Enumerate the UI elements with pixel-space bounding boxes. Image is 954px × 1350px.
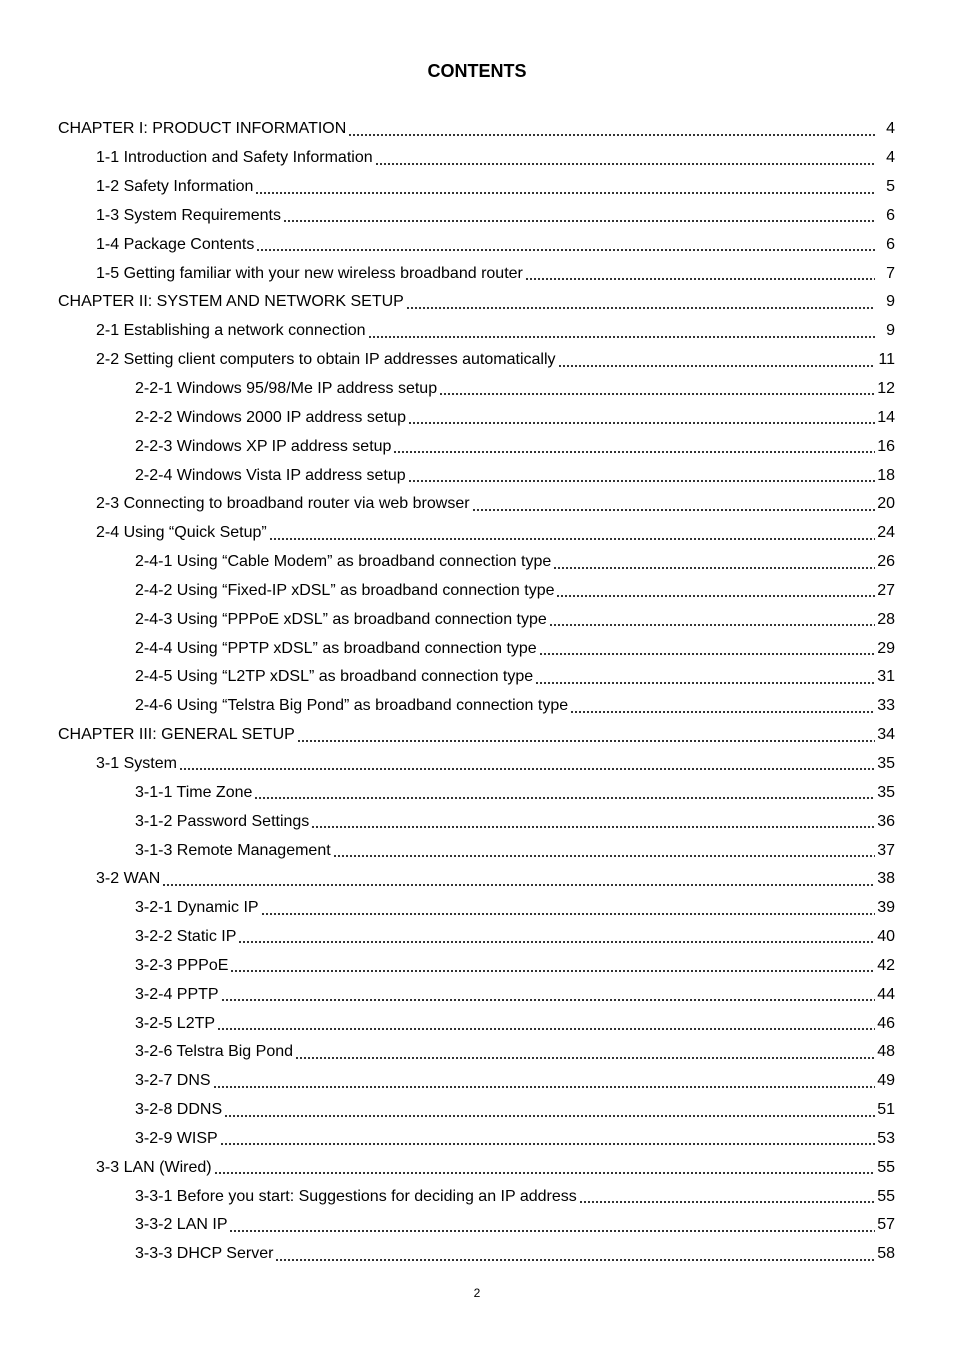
- toc-entry-page: 14: [877, 408, 895, 426]
- toc-entry[interactable]: [0, 461, 954, 490]
- toc-dot-leader: [221, 999, 875, 1001]
- toc-entry-label: 2-4-4 Using “PPTP xDSL” as broadband connection type: [135, 639, 537, 657]
- toc-dot-leader: [439, 393, 875, 395]
- toc-entry-page: 49: [877, 1072, 895, 1090]
- toc-entry-page: 9: [886, 293, 895, 311]
- toc-entry-label: 2-3 Connecting to broadband router via web browser: [96, 495, 470, 513]
- toc-entry-page: 38: [877, 870, 895, 888]
- toc-entry[interactable]: [0, 375, 954, 404]
- toc-entry-page: 4: [886, 149, 895, 167]
- toc-entry-page: 37: [877, 841, 895, 859]
- toc-dot-leader: [348, 134, 875, 136]
- toc-dot-leader: [255, 192, 875, 194]
- toc-entry[interactable]: [0, 230, 954, 259]
- toc-entry-label: 2-2-3 Windows XP IP address setup: [135, 437, 392, 455]
- toc-entry[interactable]: [0, 1182, 954, 1211]
- toc-entry-label: 3-3-1 Before you start: Suggestions for deciding an IP address: [135, 1187, 577, 1205]
- toc-entry-label: 1-4 Package Contents: [96, 235, 255, 253]
- toc-entry[interactable]: [0, 923, 954, 952]
- toc-dot-leader: [311, 826, 875, 828]
- toc-entry-page: 18: [877, 466, 895, 484]
- toc-dot-leader: [256, 249, 875, 251]
- toc-entry-label: CHAPTER III: GENERAL SETUP: [58, 726, 295, 744]
- toc-entry[interactable]: [0, 807, 954, 836]
- toc-entry[interactable]: [0, 663, 954, 692]
- toc-entry[interactable]: [0, 490, 954, 519]
- toc-dot-leader: [375, 163, 875, 165]
- table-of-contents: [0, 115, 954, 1269]
- toc-entry-label: 3-2-3 PPPoE: [135, 956, 229, 974]
- toc-dot-leader: [224, 1115, 875, 1117]
- toc-entry[interactable]: [0, 548, 954, 577]
- toc-entry[interactable]: [0, 836, 954, 865]
- toc-entry-page: 55: [877, 1187, 895, 1205]
- toc-entry-label: 3-2-2 Static IP: [135, 928, 237, 946]
- toc-entry-page: 7: [886, 264, 895, 282]
- toc-entry[interactable]: [0, 1211, 954, 1240]
- toc-entry-page: 28: [877, 610, 895, 628]
- toc-entry-label: 3-1-3 Remote Management: [135, 841, 331, 859]
- toc-dot-leader: [333, 855, 875, 857]
- toc-dot-leader: [261, 913, 875, 915]
- toc-entry[interactable]: [0, 259, 954, 288]
- toc-entry-page: 24: [877, 524, 895, 542]
- toc-entry-page: 26: [877, 553, 895, 571]
- toc-entry[interactable]: [0, 778, 954, 807]
- toc-entry-page: 4: [886, 120, 895, 138]
- toc-dot-leader: [539, 653, 875, 655]
- toc-entry-page: 12: [877, 380, 895, 398]
- toc-dot-leader: [283, 220, 875, 222]
- toc-dot-leader: [295, 1057, 875, 1059]
- toc-entry-label: 2-2-4 Windows Vista IP address setup: [135, 466, 406, 484]
- toc-entry[interactable]: [0, 1009, 954, 1038]
- toc-entry-page: 27: [877, 581, 895, 599]
- toc-entry-page: 58: [877, 1245, 895, 1263]
- toc-entry-page: 16: [877, 437, 895, 455]
- toc-entry-page: 5: [886, 178, 895, 196]
- toc-entry-page: 42: [877, 956, 895, 974]
- toc-entry-label: 2-4-2 Using “Fixed-IP xDSL” as broadband connection type: [135, 581, 555, 599]
- toc-dot-leader: [408, 480, 875, 482]
- toc-dot-leader: [275, 1259, 875, 1261]
- toc-entry[interactable]: [0, 721, 954, 750]
- toc-entry[interactable]: [0, 692, 954, 721]
- toc-entry[interactable]: [0, 346, 954, 375]
- toc-entry-label: 3-2 WAN: [96, 870, 161, 888]
- toc-entry-label: 3-2-7 DNS: [135, 1072, 211, 1090]
- toc-entry-label: CHAPTER II: SYSTEM AND NETWORK SETUP: [58, 293, 404, 311]
- toc-dot-leader: [535, 682, 875, 684]
- toc-entry-label: 3-3-2 LAN IP: [135, 1216, 228, 1234]
- toc-entry-label: 2-4-6 Using “Telstra Big Pond” as broadband connection type: [135, 697, 569, 715]
- toc-entry[interactable]: [0, 202, 954, 231]
- toc-dot-leader: [558, 365, 875, 367]
- toc-entry-page: 34: [877, 726, 895, 744]
- toc-entry-label: 1-5 Getting familiar with your new wireless broadband router: [96, 264, 523, 282]
- toc-entry[interactable]: [0, 432, 954, 461]
- toc-entry-label: 1-2 Safety Information: [96, 178, 254, 196]
- toc-dot-leader: [553, 567, 875, 569]
- toc-entry[interactable]: [0, 894, 954, 923]
- toc-entry[interactable]: [0, 115, 954, 144]
- toc-dot-leader: [213, 1086, 875, 1088]
- toc-entry-page: 29: [877, 639, 895, 657]
- page-number: 2: [473, 1286, 481, 1300]
- toc-dot-leader: [217, 1028, 875, 1030]
- toc-dot-leader: [393, 451, 875, 453]
- toc-dot-leader: [297, 740, 875, 742]
- toc-dot-leader: [179, 768, 875, 770]
- toc-entry-label: 3-3-3 DHCP Server: [135, 1245, 274, 1263]
- toc-entry[interactable]: [0, 1067, 954, 1096]
- toc-entry-page: 44: [877, 985, 895, 1003]
- toc-entry-label: 3-2-9 WISP: [135, 1129, 218, 1147]
- toc-dot-leader: [269, 538, 875, 540]
- toc-entry-label: 3-1-2 Password Settings: [135, 812, 310, 830]
- toc-entry[interactable]: [0, 519, 954, 548]
- toc-entry-label: 3-1-1 Time Zone: [135, 783, 253, 801]
- toc-entry-page: 40: [877, 928, 895, 946]
- toc-entry[interactable]: [0, 951, 954, 980]
- toc-entry[interactable]: [0, 750, 954, 779]
- toc-entry-page: 33: [877, 697, 895, 715]
- toc-dot-leader: [254, 797, 875, 799]
- toc-entry-page: 57: [877, 1216, 895, 1234]
- toc-entry-label: 1-1 Introduction and Safety Information: [96, 149, 373, 167]
- toc-entry-page: 35: [877, 783, 895, 801]
- toc-entry-label: 2-2-1 Windows 95/98/Me IP address setup: [135, 380, 438, 398]
- toc-dot-leader: [525, 278, 875, 280]
- toc-entry-page: 20: [877, 495, 895, 513]
- toc-entry-page: 36: [877, 812, 895, 830]
- toc-entry[interactable]: [0, 144, 954, 173]
- toc-entry-label: 3-2-1 Dynamic IP: [135, 899, 259, 917]
- toc-entry-label: CHAPTER I: PRODUCT INFORMATION: [58, 120, 347, 138]
- toc-entry-page: 51: [877, 1101, 895, 1119]
- toc-entry-label: 3-2-6 Telstra Big Pond: [135, 1043, 294, 1061]
- toc-entry[interactable]: [0, 1240, 954, 1269]
- toc-entry-page: 39: [877, 899, 895, 917]
- toc-entry-label: 1-3 System Requirements: [96, 206, 281, 224]
- toc-entry-label: 2-4 Using “Quick Setup”: [96, 524, 267, 542]
- toc-dot-leader: [220, 1143, 875, 1145]
- toc-dot-leader: [549, 624, 875, 626]
- toc-entry-page: 53: [877, 1129, 895, 1147]
- toc-dot-leader: [238, 941, 875, 943]
- toc-dot-leader: [579, 1201, 875, 1203]
- toc-dot-leader: [229, 1230, 875, 1232]
- toc-entry[interactable]: [0, 980, 954, 1009]
- toc-entry[interactable]: [0, 1096, 954, 1125]
- toc-entry-label: 2-2 Setting client computers to obtain IP addresses automatically: [96, 351, 556, 369]
- toc-dot-leader: [368, 336, 876, 338]
- toc-entry-label: 2-4-5 Using “L2TP xDSL” as broadband connection type: [135, 668, 534, 686]
- page-title: CONTENTS: [427, 61, 527, 81]
- toc-entry[interactable]: [0, 173, 954, 202]
- toc-entry-label: 3-2-4 PPTP: [135, 985, 219, 1003]
- toc-entry-page: 46: [877, 1014, 895, 1032]
- toc-dot-leader: [472, 509, 875, 511]
- toc-entry-label: 3-2-5 L2TP: [135, 1014, 216, 1032]
- toc-entry-page: 35: [877, 754, 895, 772]
- toc-dot-leader: [406, 307, 875, 309]
- toc-entry[interactable]: [0, 577, 954, 606]
- toc-dot-leader: [408, 422, 875, 424]
- toc-entry-page: 55: [877, 1158, 895, 1176]
- toc-entry-label: 3-3 LAN (Wired): [96, 1158, 212, 1176]
- toc-dot-leader: [556, 595, 875, 597]
- toc-entry-page: 11: [878, 351, 895, 369]
- toc-entry-page: 9: [886, 322, 895, 340]
- toc-entry-page: 6: [886, 235, 895, 253]
- toc-entry-page: 6: [886, 206, 895, 224]
- toc-entry[interactable]: [0, 1038, 954, 1067]
- toc-entry-label: 2-1 Establishing a network connection: [96, 322, 366, 340]
- toc-entry-label: 3-1 System: [96, 754, 177, 772]
- toc-entry[interactable]: [0, 865, 954, 894]
- toc-entry[interactable]: [0, 634, 954, 663]
- toc-dot-leader: [230, 970, 875, 972]
- toc-entry[interactable]: [0, 403, 954, 432]
- toc-entry-label: 2-4-3 Using “PPPoE xDSL” as broadband connection type: [135, 610, 547, 628]
- toc-dot-leader: [162, 884, 875, 886]
- toc-entry-label: 3-2-8 DDNS: [135, 1101, 223, 1119]
- toc-entry-label: 2-4-1 Using “Cable Modem” as broadband connection type: [135, 553, 552, 571]
- toc-entry-page: 31: [877, 668, 895, 686]
- toc-entry-page: 48: [877, 1043, 895, 1061]
- toc-entry[interactable]: [0, 1125, 954, 1154]
- toc-entry-label: 2-2-2 Windows 2000 IP address setup: [135, 408, 406, 426]
- toc-dot-leader: [214, 1172, 875, 1174]
- toc-entry[interactable]: [0, 288, 954, 317]
- toc-dot-leader: [570, 711, 875, 713]
- toc-entry[interactable]: [0, 1153, 954, 1182]
- toc-entry[interactable]: [0, 605, 954, 634]
- toc-entry[interactable]: [0, 317, 954, 346]
